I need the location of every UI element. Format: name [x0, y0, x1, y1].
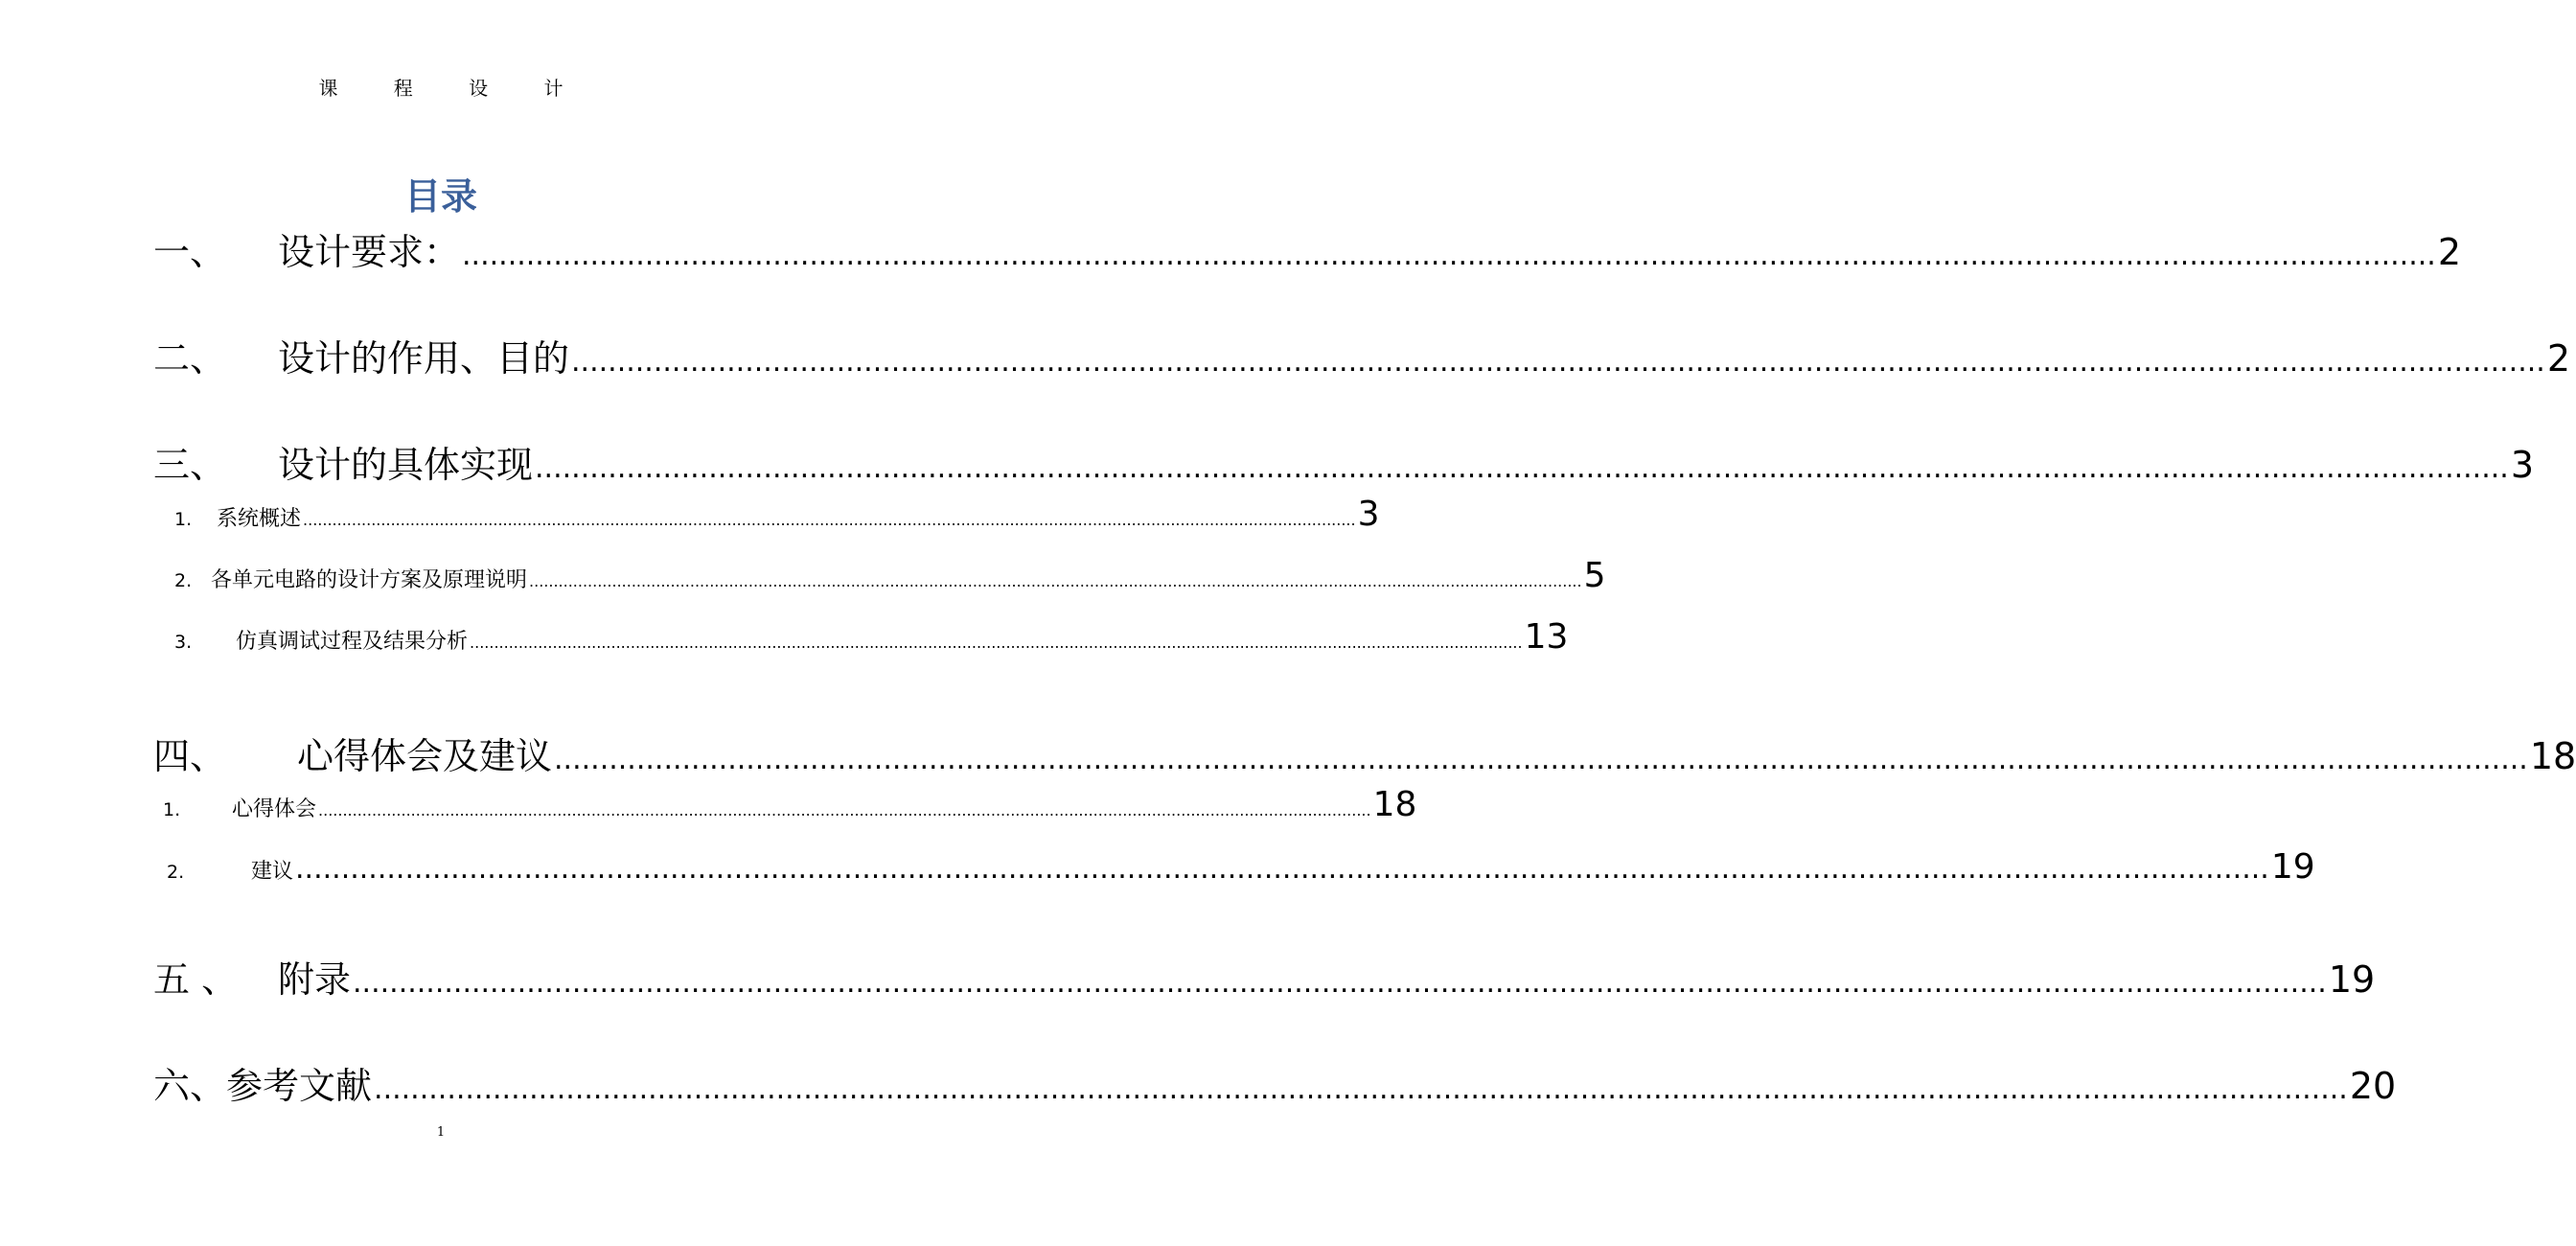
toc-entry-page: 3 — [1357, 495, 1380, 534]
toc-entry-title: 系统概述 — [217, 507, 302, 531]
toc-entry-title: 心得体会及建议 — [297, 735, 553, 777]
toc-entry-page: 5 — [1583, 556, 1606, 595]
toc-entry-subsection-3-3[interactable] — [153, 617, 1569, 657]
toc-entry-number: 四、 — [153, 735, 227, 777]
toc-leader-dots: ........................................................................................................................................................................................................................ — [529, 572, 1582, 590]
toc-entry-number: 1. — [174, 509, 193, 530]
toc-entry-title: 建议 — [251, 860, 294, 884]
toc-entry-subsection-3-1[interactable] — [153, 495, 1380, 534]
toc-entry-page: 2 — [2546, 337, 2571, 380]
toc-entry-number: 2. — [167, 862, 185, 883]
toc-entry-section-4[interactable] — [153, 727, 2576, 779]
page-header: 课 程 设 计 — [318, 77, 588, 100]
toc-entry-section-1[interactable] — [153, 222, 2462, 275]
toc-leader-dots: ........................................................................................................................................................................................................................ — [462, 239, 2436, 272]
toc-entry-title: 仿真调试过程及结果分析 — [236, 630, 469, 654]
toc-entry-number: 六、 — [153, 1065, 227, 1107]
toc-entry-section-6[interactable] — [153, 1056, 2397, 1109]
page-number: 1 — [436, 1125, 446, 1140]
toc-entry-number: 三、 — [153, 444, 227, 486]
toc-entry-number: 五 、 — [153, 958, 239, 1001]
toc-leader-dots: ........................................................................................................................................................................................................................ — [295, 852, 2269, 886]
toc-entry-page: 19 — [2270, 847, 2315, 887]
toc-entry-section-3[interactable] — [153, 435, 2535, 488]
toc-entry-number: 一、 — [153, 231, 227, 273]
toc-entry-page: 2 — [2437, 231, 2462, 273]
toc-entry-section-2[interactable] — [153, 329, 2571, 381]
toc-entry-title: 参考文献 — [226, 1065, 373, 1107]
toc-entry-subsection-3-2[interactable] — [153, 556, 1606, 595]
toc-entry-page: 18 — [2529, 735, 2576, 777]
toc-entry-subsection-4-1[interactable] — [153, 785, 1417, 824]
toc-leader-dots: ........................................................................................................................................................................................................................ — [571, 345, 2545, 379]
toc-entry-number: 1. — [163, 799, 181, 820]
toc-entry-title: 设计要求： — [278, 231, 461, 273]
toc-title: 目录 — [403, 175, 477, 218]
toc-leader-dots: ........................................................................................................................................................................................................................ — [554, 743, 2528, 776]
toc-entry-subsection-4-2[interactable] — [153, 847, 2315, 887]
toc-leader-dots: ........................................................................................................................................................................................................................ — [535, 451, 2509, 485]
toc-entry-page: 3 — [2510, 444, 2535, 486]
toc-entry-number: 2. — [174, 570, 193, 591]
toc-entry-number: 二、 — [153, 337, 227, 380]
toc-entry-number: 3. — [174, 632, 193, 653]
toc-entry-page: 19 — [2328, 958, 2376, 1001]
toc-leader-dots: ........................................................................................................................................................................................................................ — [318, 801, 1371, 819]
toc-entry-page: 20 — [2349, 1065, 2397, 1107]
toc-entry-section-5[interactable] — [153, 950, 2376, 1003]
toc-entry-title: 心得体会 — [232, 797, 317, 821]
toc-entry-title: 设计的具体实现 — [278, 444, 534, 486]
toc-entry-title: 设计的作用、目的 — [278, 337, 570, 380]
toc-entry-title: 附录 — [278, 958, 352, 1001]
toc-entry-page: 18 — [1372, 785, 1417, 824]
toc-leader-dots: ........................................................................................................................................................................................................................ — [374, 1073, 2348, 1106]
toc-entry-title: 各单元电路的设计方案及原理说明 — [211, 568, 528, 592]
toc-entry-page: 13 — [1524, 617, 1569, 657]
toc-leader-dots: ........................................................................................................................................................................................................................ — [353, 966, 2327, 1000]
toc-leader-dots: ........................................................................................................................................................................................................................ — [470, 634, 1523, 652]
toc-leader-dots: ........................................................................................................................................................................................................................ — [303, 511, 1356, 529]
